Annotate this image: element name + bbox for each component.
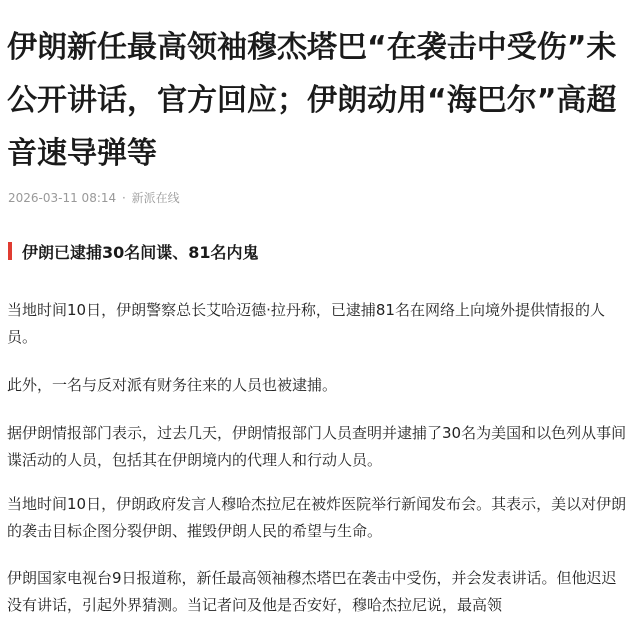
article-meta (8, 189, 180, 206)
paragraph-1: 当地时间10日，伊朗警察总长艾哈迈德·拉丹称，已逮捕81名在网络上向境外提供情报的人员。 (7, 301, 605, 346)
section-accent-bar (8, 242, 12, 260)
paragraph-3: 据伊朗情报部门表示，过去几天，伊朗情报部门人员查明并逮捕了30名为美国和以色列从事间谍活动的人员，包括其在伊朗境内的代理人和行动人员。 (7, 424, 627, 469)
source-name: 新派在线 (131, 191, 180, 205)
paragraph-2: 此外，一名与反对派有财务往来的人员也被逮捕。 (7, 376, 338, 394)
section-heading-text: 伊朗已逮捕30名间谍、81名内鬼 (22, 242, 259, 262)
article-title: 伊朗新任最高领袖穆杰塔巴“在袭击中受伤”未公开讲话，官方回应；伊朗动用“海巴尔”高超音速导弹等 (7, 30, 617, 171)
section-heading (8, 237, 259, 265)
meta-separator: · (121, 191, 126, 205)
publish-date: 2026-03-11 08:14 (8, 191, 117, 205)
paragraph-4: 当地时间10日，伊朗政府发言人穆哈杰拉尼在被炸医院举行新闻发布会。其表示，美以对伊朗的袭击目标企图分裂伊朗、摧毁伊朗人民的希望与生命。 (7, 495, 627, 540)
paragraph-5: 伊朗国家电视台9日报道称，新任最高领袖穆杰塔巴在袭击中受伤，并会发表讲话。但他迟迟没有讲话，引起外界猜测。当记者问及他是否安好，穆哈杰拉尼说，最高领 (7, 569, 617, 614)
